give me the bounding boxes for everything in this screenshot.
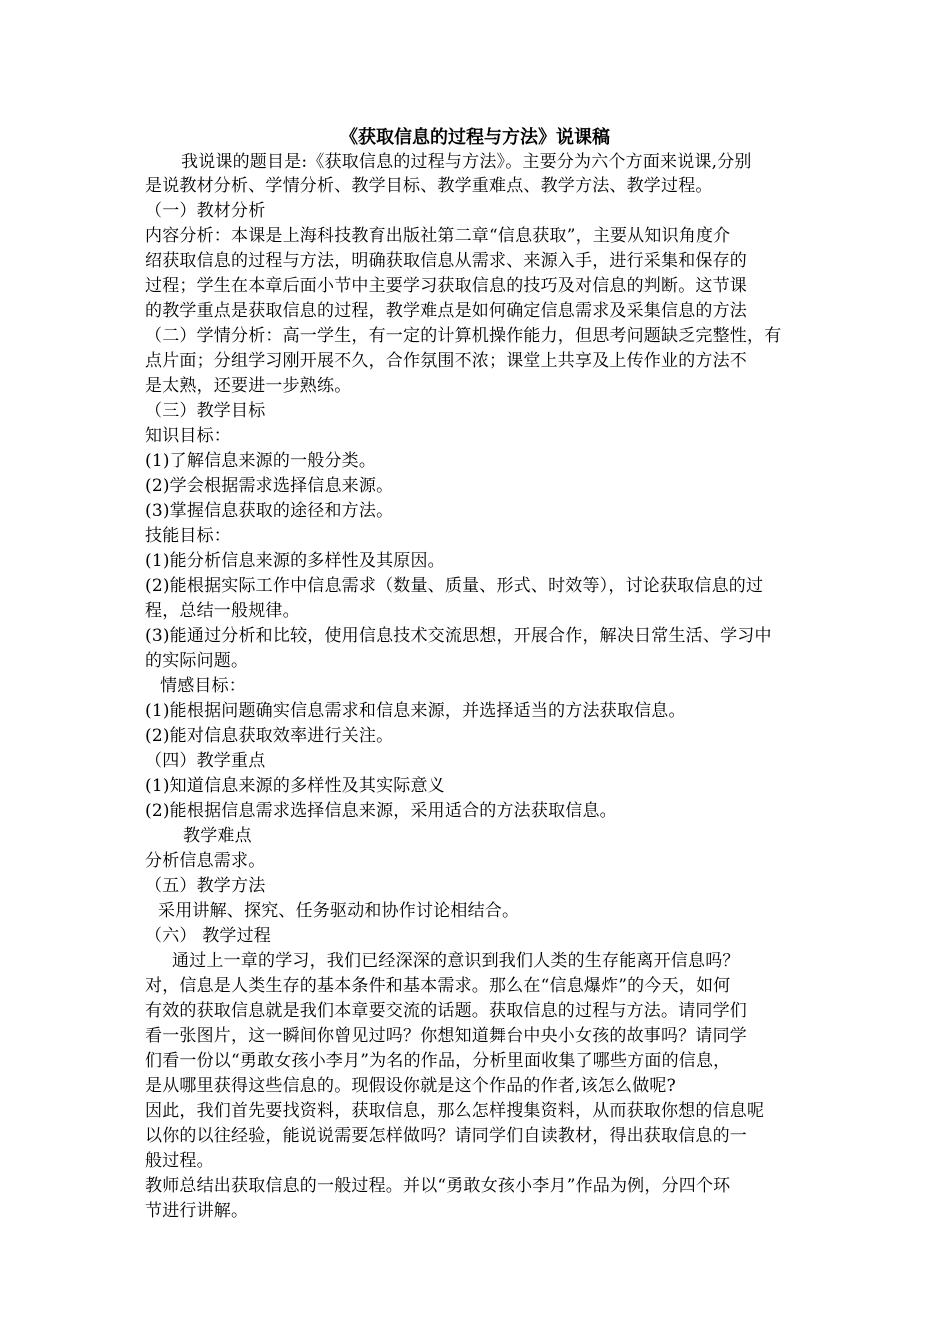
paragraph-line: 以你的以往经验，能说说需要怎样做吗？请同学们自读教材，得出获取信息的一 — [145, 1126, 747, 1146]
paragraph-line: 教师总结出获取信息的一般过程。并以“勇敢女孩小李月”作品为例，分四个环 — [145, 1176, 731, 1196]
paragraph-line: 绍获取信息的过程与方法，明确获取信息从需求、来源入手，进行采集和保存的 — [145, 251, 747, 271]
section-heading: （一）教材分析 — [145, 201, 266, 221]
section-heading: （五）教学方法 — [145, 876, 266, 896]
section-heading: （六） 教学过程 — [145, 926, 272, 946]
list-item: (3)掌握信息获取的途径和方法。 — [145, 501, 394, 521]
list-item: (2)能对信息获取效率进行关注。 — [145, 726, 394, 746]
paragraph-line: 分析信息需求。 — [145, 851, 266, 871]
paragraph-line: 般过程。 — [145, 1151, 214, 1171]
list-item: (1)能分析信息来源的多样性及其原因。 — [145, 551, 445, 571]
paragraph-line: 过程；学生在本章后面小节中主要学习获取信息的技巧及对信息的判断。这节课 — [145, 276, 747, 296]
paragraph-line: 是说教材分析、学情分析、教学目标、教学重难点、教学方法、教学过程。 — [145, 176, 713, 196]
subheading: 教学难点 — [183, 826, 252, 846]
paragraph-line: 内容分析：本课是上海科技教育出版社第二章“信息获取”，主要从知识角度介 — [145, 226, 731, 246]
paragraph-line: 通过上一章的学习，我们已经深深的意识到我们人类的生存能离开信息吗？ — [172, 951, 740, 971]
paragraph-line: 看一张图片，这一瞬间你曾见过吗？你想知道舞台中央小女孩的故事吗？请同学 — [145, 1026, 747, 1046]
list-item: (2)能根据实际工作中信息需求（数量、质量、形式、时效等），讨论获取信息的过 — [145, 576, 764, 596]
document-title: 《获取信息的过程与方法》说课稿 — [340, 127, 610, 148]
list-item: (1)知道信息来源的多样性及其实际意义 — [145, 776, 445, 796]
paragraph-line: 是太熟，还要进一步熟练。 — [145, 376, 352, 396]
paragraph-line: 的教学重点是获取信息的过程，教学难点是如何确定信息需求及采集信息的方法 — [145, 301, 747, 321]
paragraph-line: 因此，我们首先要找资料，获取信息，那么怎样搜集资料，从而获取你想的信息呢 — [145, 1101, 765, 1121]
subheading: 技能目标： — [145, 526, 231, 546]
list-item: (2)能根据信息需求选择信息来源，采用适合的方法获取信息。 — [145, 801, 617, 821]
list-item: (1)能根据问题确实信息需求和信息来源，并选择适当的方法获取信息。 — [145, 701, 686, 721]
paragraph-line: 点片面；分组学习刚开展不久，合作氛围不浓；课堂上共享及上传作业的方法不 — [145, 351, 747, 371]
paragraph-line: 有效的获取信息就是我们本章要交流的话题。获取信息的过程与方法。请同学们 — [145, 1001, 747, 1021]
list-item: 的实际问题。 — [145, 651, 249, 671]
paragraph-line: 节进行讲解。 — [145, 1201, 249, 1221]
paragraph-line: 是从哪里获得这些信息的。现假设你就是这个作品的作者,该怎么做呢? — [145, 1076, 676, 1096]
paragraph-line: 们看一份以“勇敢女孩小李月”为名的作品，分析里面收集了哪些方面的信息， — [145, 1051, 731, 1071]
section-heading: （四）教学重点 — [145, 751, 266, 771]
paragraph-line: 对，信息是人类生存的基本条件和基本需求。那么在“信息爆炸”的今天，如何 — [145, 976, 731, 996]
subheading: 情感目标： — [160, 676, 246, 696]
paragraph-line: 我说课的题目是:《获取信息的过程与方法》。主要分为六个方面来说课,分别 — [181, 152, 752, 172]
list-item: 程，总结一般规律。 — [145, 601, 300, 621]
paragraph-line: 采用讲解、探究、任务驱动和协作讨论相结合。 — [158, 901, 520, 921]
list-item: (2)学会根据需求选择信息来源。 — [145, 476, 394, 496]
section-heading: （三）教学目标 — [145, 401, 266, 421]
list-item: (1)了解信息来源的一般分类。 — [145, 451, 377, 471]
list-item: (3)能通过分析和比较，使用信息技术交流思想，开展合作，解决日常生活、学习中 — [145, 626, 772, 646]
paragraph-line: （二）学情分析：高一学生，有一定的计算机操作能力，但思考问题缺乏完整性，有 — [145, 326, 782, 346]
subheading: 知识目标： — [145, 426, 231, 446]
